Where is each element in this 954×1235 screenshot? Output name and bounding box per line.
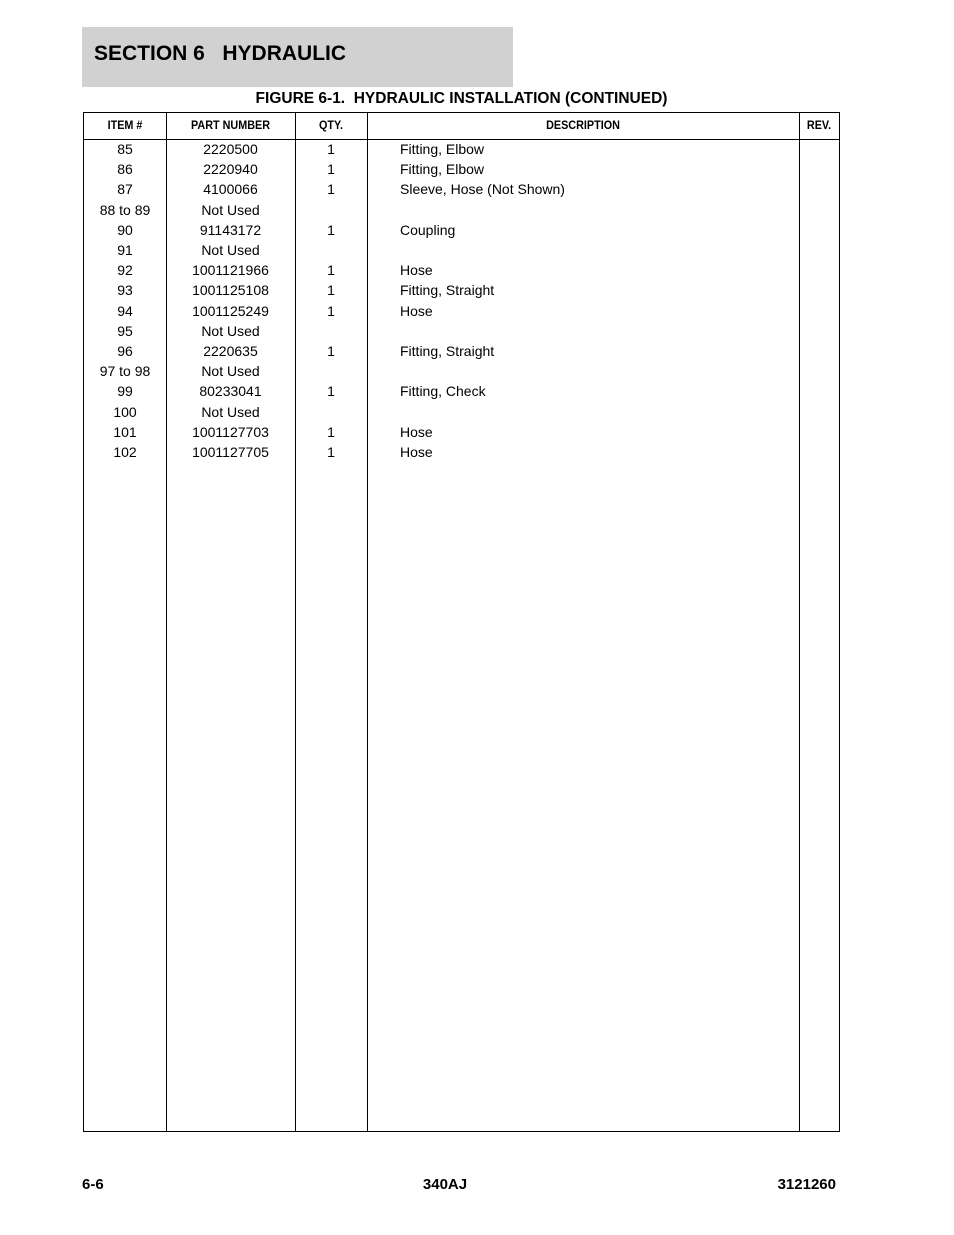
description-cell: Hose	[400, 302, 433, 319]
table-row	[84, 220, 839, 240]
table-row	[84, 341, 839, 361]
part-number-cell: Not Used	[201, 403, 260, 420]
part-number-cell: Not Used	[201, 201, 260, 218]
description-cell: Coupling	[400, 221, 456, 238]
footer-doc-number: 3121260	[777, 1176, 836, 1193]
header-item: ITEM #	[107, 118, 143, 132]
part-number-cell: 91143172	[199, 221, 262, 238]
table-row	[84, 321, 839, 341]
table-row	[84, 301, 839, 321]
header-part-number: PART NUMBER	[190, 118, 271, 132]
quantity-cell: 1	[327, 444, 335, 460]
table-row	[84, 260, 839, 280]
item-number-cell: 87	[117, 181, 133, 198]
item-number-cell: 91	[117, 242, 133, 258]
part-number-cell: 1001125108	[192, 282, 269, 299]
table-row	[84, 442, 839, 462]
part-number-cell: 1001125249	[192, 302, 269, 319]
item-number-cell: 102	[113, 444, 137, 460]
item-number-cell: 92	[117, 262, 133, 279]
part-number-cell: 1001127703	[192, 423, 269, 440]
part-number-cell: Not Used	[201, 363, 260, 380]
part-number-cell: 2220635	[203, 343, 258, 359]
part-number-cell: Not Used	[201, 242, 260, 258]
table-row	[84, 240, 839, 260]
part-number-cell: 80233041	[199, 383, 262, 400]
item-number-cell: 101	[113, 423, 137, 440]
footer-page-number: 6-6	[82, 1176, 104, 1193]
table-row	[84, 361, 839, 381]
quantity-cell: 1	[327, 262, 335, 279]
item-number-cell: 96	[117, 343, 133, 359]
figure-title: FIGURE 6-1. HYDRAULIC INSTALLATION (CONTINUED)	[255, 90, 668, 107]
description-cell: Hose	[400, 423, 433, 440]
description-cell: Hose	[400, 262, 433, 279]
quantity-cell: 1	[327, 181, 335, 198]
description-cell: Hose	[400, 444, 433, 460]
header-qty: QTY.	[318, 118, 343, 132]
item-number-cell: 90	[117, 221, 133, 238]
section-header	[82, 27, 513, 87]
quantity-cell: 1	[327, 302, 335, 319]
footer-model: 340AJ	[422, 1176, 468, 1193]
quantity-cell: 1	[327, 221, 335, 238]
description-cell: Fitting, Straight	[400, 343, 495, 359]
description-cell: Fitting, Check	[400, 383, 486, 400]
table-row	[84, 179, 839, 199]
item-number-cell: 97 to 98	[99, 363, 151, 380]
item-number-cell: 99	[117, 383, 133, 400]
item-number-cell: 86	[117, 161, 133, 178]
table-row	[84, 381, 839, 401]
table-row	[84, 422, 839, 442]
part-number-cell: 4100066	[203, 181, 258, 198]
description-cell: Fitting, Elbow	[400, 141, 485, 157]
table-row	[84, 200, 839, 220]
part-number-cell: 2220500	[203, 141, 258, 157]
header-description: DESCRIPTION	[546, 118, 620, 132]
quantity-cell: 1	[327, 383, 335, 400]
item-number-cell: 88 to 89	[99, 201, 151, 218]
parts-table	[83, 112, 840, 1132]
description-cell: Fitting, Straight	[400, 282, 495, 299]
table-row	[84, 280, 839, 300]
table-row	[84, 159, 839, 179]
table-row	[84, 402, 839, 422]
quantity-cell: 1	[327, 343, 335, 359]
description-cell: Sleeve, Hose (Not Shown)	[400, 181, 565, 198]
item-number-cell: 85	[117, 141, 133, 157]
item-number-cell: 95	[117, 322, 133, 339]
item-number-cell: 100	[113, 403, 137, 420]
section-title: SECTION 6 HYDRAULIC	[94, 42, 347, 65]
description-cell: Fitting, Elbow	[400, 161, 485, 178]
quantity-cell: 1	[327, 161, 335, 178]
quantity-cell: 1	[327, 423, 335, 440]
table-row	[84, 139, 839, 159]
item-number-cell: 93	[117, 282, 133, 299]
part-number-cell: 1001127705	[192, 444, 269, 460]
part-number-cell: 1001121966	[192, 262, 269, 279]
item-number-cell: 94	[117, 302, 133, 319]
quantity-cell: 1	[327, 282, 335, 299]
part-number-cell: 2220940	[203, 161, 258, 178]
part-number-cell: Not Used	[201, 322, 260, 339]
quantity-cell: 1	[327, 141, 335, 157]
header-rev: REV.	[806, 118, 832, 132]
